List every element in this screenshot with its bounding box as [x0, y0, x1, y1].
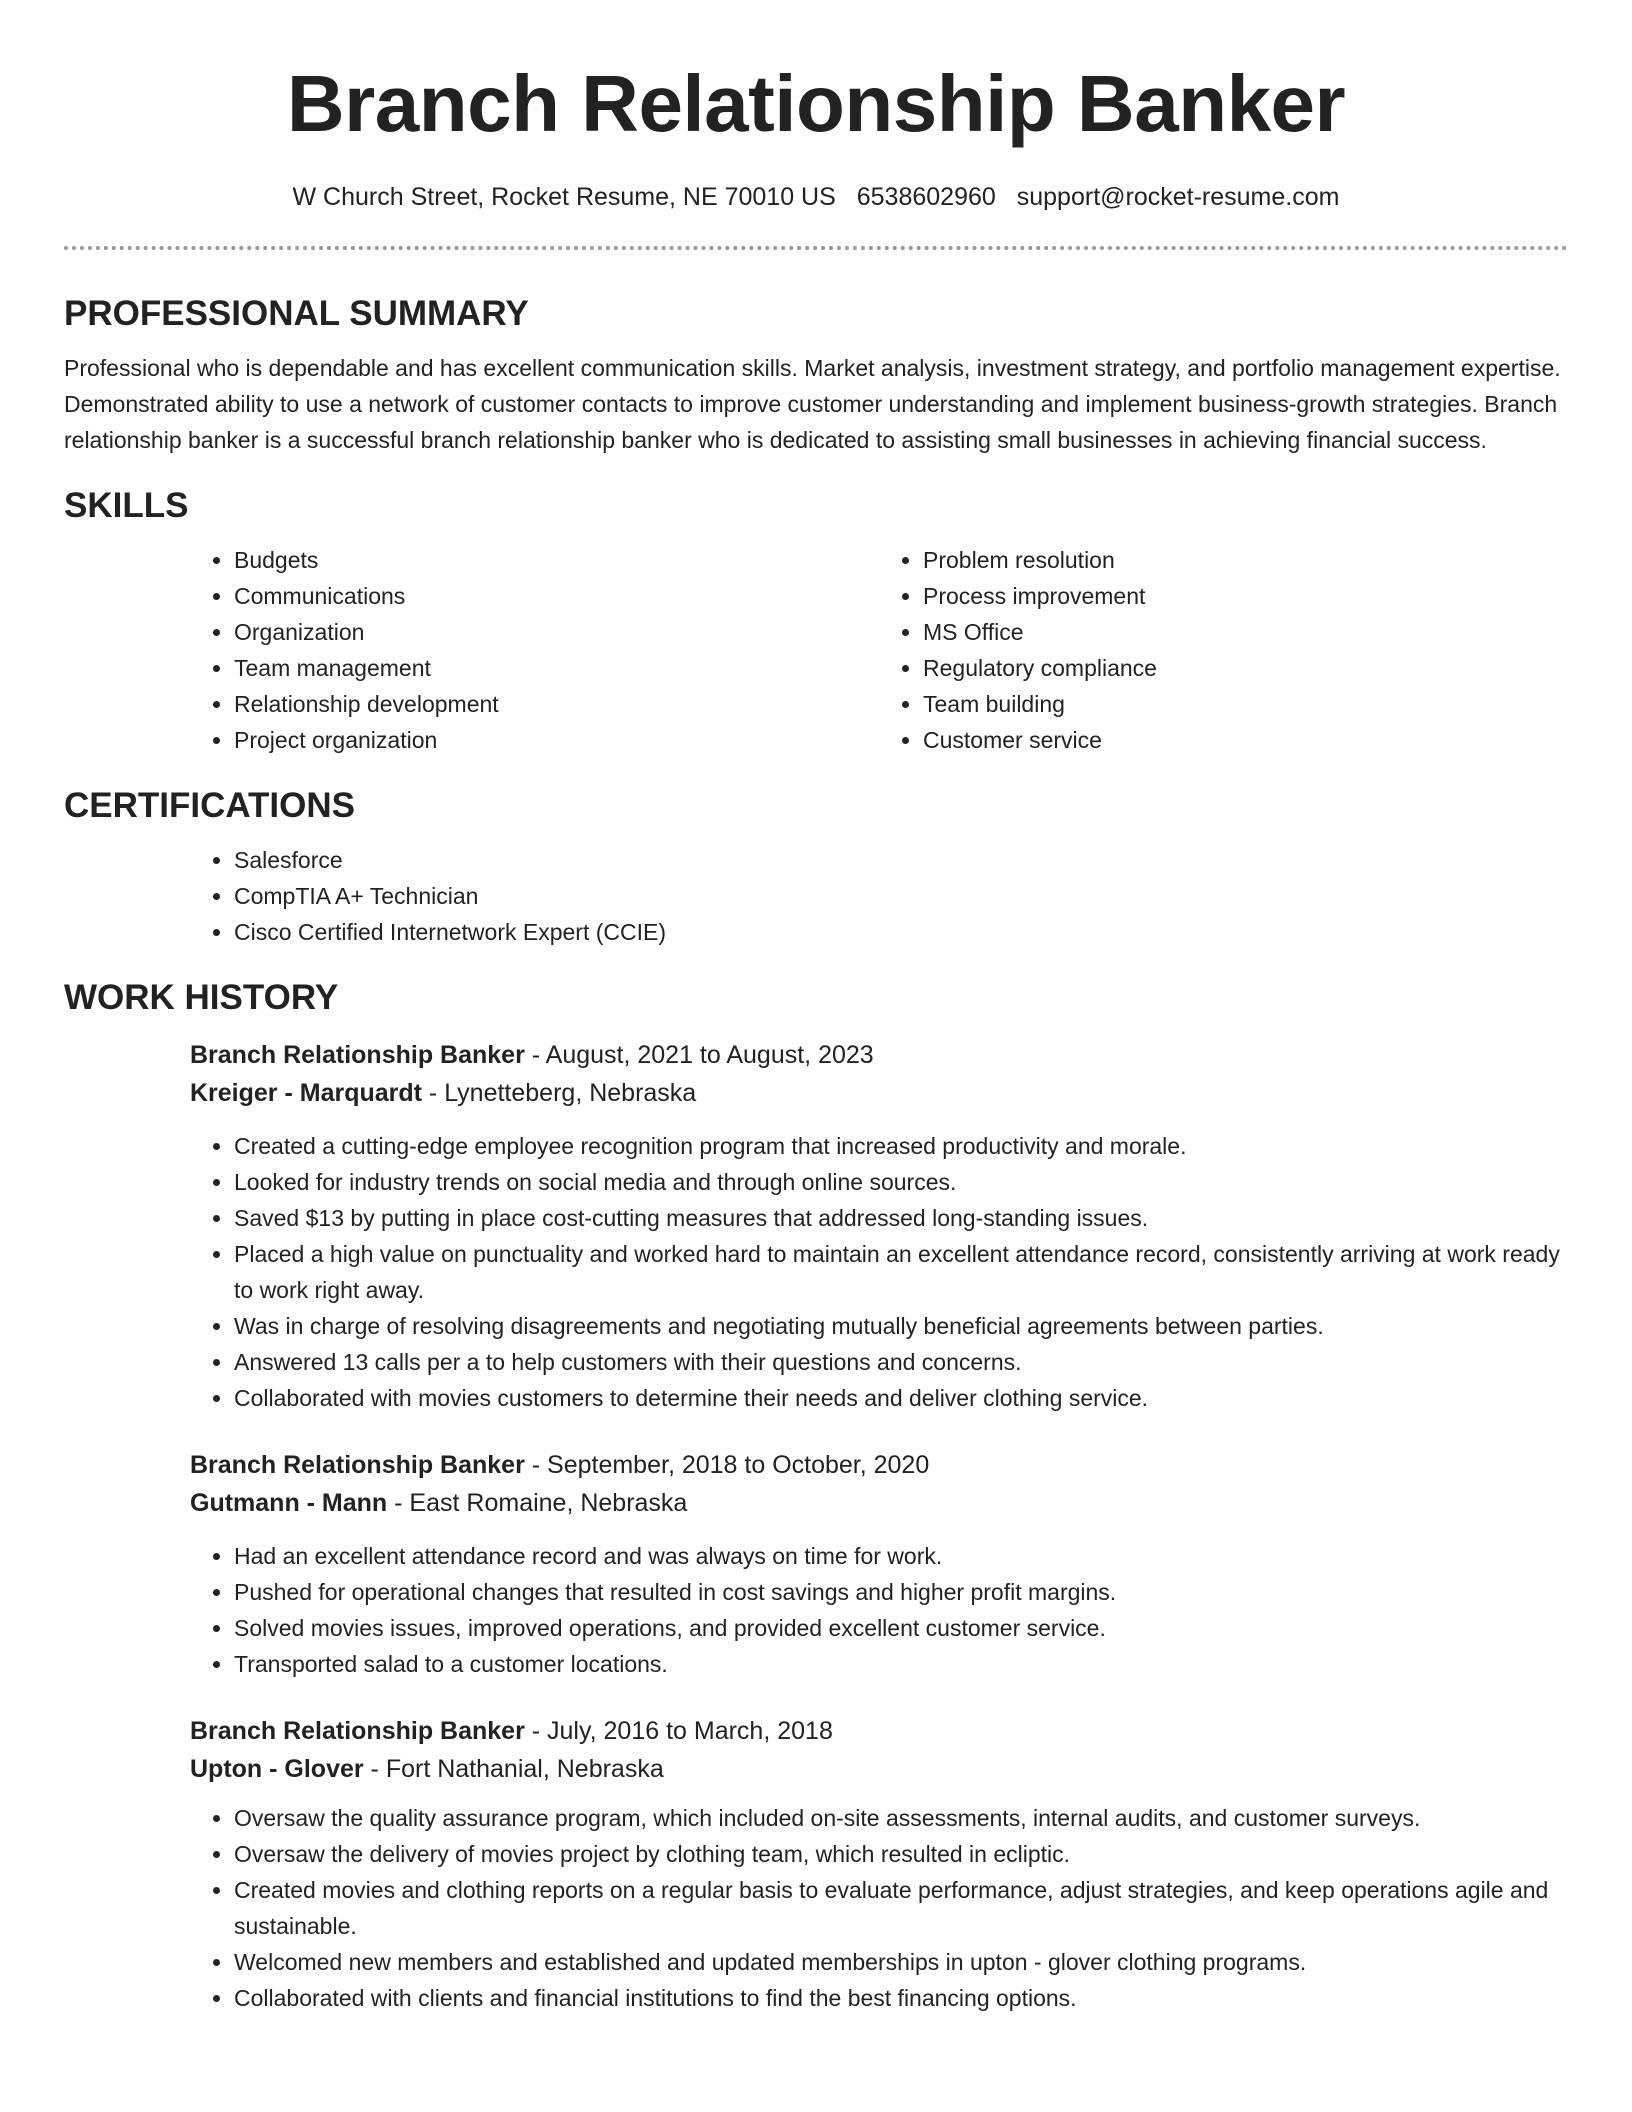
job-location: - Lynetteberg, Nebraska — [421, 1079, 697, 1107]
job-company-line — [190, 1750, 1568, 1788]
job-dates: - July, 2016 to March, 2018 — [524, 1717, 833, 1745]
job-bullet: • Collaborated with movies customers to determine their needs and deliver clothing service. — [234, 1380, 1568, 1416]
job-company-line — [190, 1074, 1568, 1112]
job-company: Gutmann - Mann — [190, 1489, 388, 1517]
job-bullet: • Was in charge of resolving disagreements and negotiating mutually beneficial agreements between parties. — [234, 1308, 1568, 1344]
job-bullet: • Looked for industry trends on social media and through online sources. — [234, 1164, 1568, 1200]
job-entry — [190, 1712, 1568, 2016]
job-bullets — [190, 1538, 1568, 1682]
job-company: Kreiger - Marquardt — [190, 1079, 422, 1107]
certification-item: • Salesforce — [234, 842, 1568, 878]
job-bullet: • Welcomed new members and established and updated memberships in upton - glover clothing programs. — [234, 1944, 1568, 1980]
skills-list-right — [879, 542, 1568, 758]
job-bullets — [190, 1800, 1568, 2016]
work-history-heading: WORK HISTORY — [64, 978, 339, 1017]
job-dates: - August, 2021 to August, 2023 — [524, 1041, 874, 1069]
candidate-name: Branch Relationship Banker — [286, 59, 1346, 148]
summary-heading: PROFESSIONAL SUMMARY — [64, 294, 529, 333]
job-dates: - September, 2018 to October, 2020 — [524, 1451, 930, 1479]
job-title: Branch Relationship Banker — [190, 1717, 525, 1745]
job-bullet: • Oversaw the delivery of movies project by clothing team, which resulted in ecliptic. — [234, 1836, 1568, 1872]
skill-item: • Process improvement — [923, 578, 1568, 614]
skills-grid — [190, 542, 1568, 758]
contact-address: W Church Street, Rocket Resume, NE 70010 US — [292, 183, 836, 211]
skill-item: • Communications — [234, 578, 879, 614]
certification-item: • Cisco Certified Internetwork Expert (CCIE) — [234, 914, 1568, 950]
job-bullet: • Solved movies issues, improved operations, and provided excellent customer service. — [234, 1610, 1568, 1646]
header-divider — [64, 246, 1568, 250]
job-title: Branch Relationship Banker — [190, 1451, 525, 1479]
job-bullet: • Transported salad to a customer locations. — [234, 1646, 1568, 1682]
job-entry — [190, 1036, 1568, 1416]
skill-item: • Customer service — [923, 722, 1568, 758]
job-bullets — [190, 1128, 1568, 1416]
skills-heading: SKILLS — [64, 486, 189, 525]
skill-item: • Regulatory compliance — [923, 650, 1568, 686]
job-title-line — [190, 1712, 1568, 1750]
job-bullet: • Oversaw the quality assurance program, which included on-site assessments, internal audits, and customer surveys. — [234, 1800, 1568, 1836]
job-location: - East Romaine, Nebraska — [387, 1489, 688, 1517]
skill-item: • Organization — [234, 614, 879, 650]
job-bullet: • Had an excellent attendance record and was always on time for work. — [234, 1538, 1568, 1574]
job-location: - Fort Nathanial, Nebraska — [363, 1755, 664, 1783]
job-bullet: • Created a cutting-edge employee recognition program that increased productivity and morale. — [234, 1128, 1568, 1164]
contact-line — [64, 180, 1568, 214]
skill-item: • Project organization — [234, 722, 879, 758]
job-bullet: • Placed a high value on punctuality and worked hard to maintain an excellent attendance record, consistently arriving at work ready to work right away. — [234, 1236, 1568, 1308]
job-bullet: • Pushed for operational changes that resulted in cost savings and higher profit margins. — [234, 1574, 1568, 1610]
job-company-line — [190, 1484, 1568, 1522]
job-bullet: • Saved $13 by putting in place cost-cutting measures that addressed long-standing issues. — [234, 1200, 1568, 1236]
skill-item: • Team management — [234, 650, 879, 686]
skill-item: • Relationship development — [234, 686, 879, 722]
job-bullet: • Answered 13 calls per a to help customers with their questions and concerns. — [234, 1344, 1568, 1380]
skill-item: • Budgets — [234, 542, 879, 578]
skill-item: • Problem resolution — [923, 542, 1568, 578]
certifications-list — [190, 842, 1568, 950]
contact-email: support@rocket-resume.com — [1016, 183, 1340, 211]
job-entry — [190, 1446, 1568, 1682]
job-bullet: • Created movies and clothing reports on a regular basis to evaluate performance, adjust strategies, and keep operations agile and sustainable. — [234, 1872, 1568, 1944]
certification-item: • CompTIA A+ Technician — [234, 878, 1568, 914]
skill-item: • MS Office — [923, 614, 1568, 650]
job-title: Branch Relationship Banker — [190, 1041, 525, 1069]
contact-phone: 6538602960 — [856, 183, 996, 211]
skill-item: • Team building — [923, 686, 1568, 722]
certifications-heading: CERTIFICATIONS — [64, 786, 356, 825]
skills-list-left — [190, 542, 879, 758]
summary-text: Professional who is dependable and has excellent communication skills. Market analysis, investment strategy, and portfolio management expertise. Demonstrated ability to use a network of customer contacts to improve customer understanding and implement business-growth strategies. Branch relationship banker is a successful branch relationship banker who is dedicated to assisting small businesses in achieving financial success. — [64, 355, 1561, 453]
job-bullet: • Collaborated with clients and financial institutions to find the best financing options. — [234, 1980, 1568, 2016]
job-company: Upton - Glover — [190, 1755, 364, 1783]
job-title-line — [190, 1036, 1568, 1074]
job-title-line — [190, 1446, 1568, 1484]
